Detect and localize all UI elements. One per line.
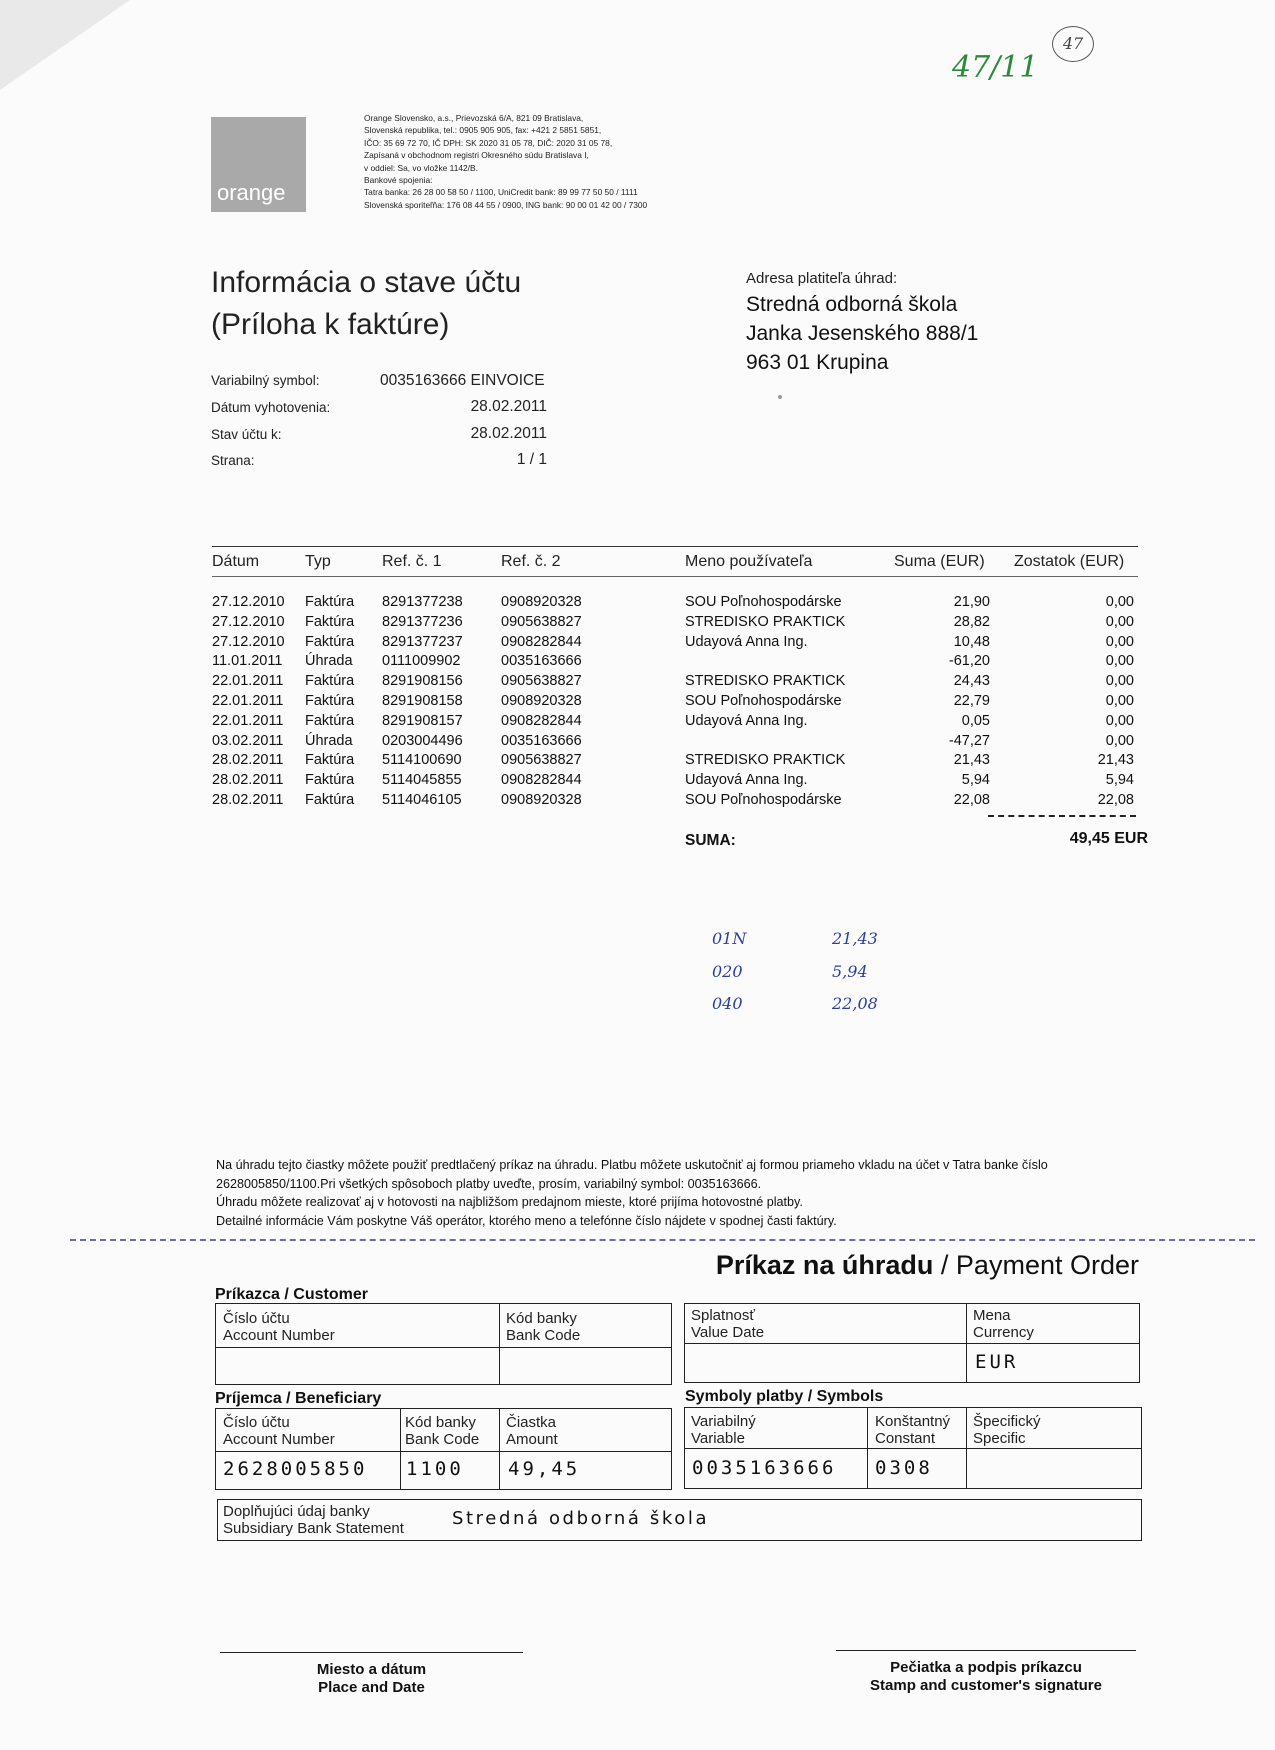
- cell-type: Úhrada: [305, 732, 353, 749]
- cell-user-name: SOU Poľnohospodárske: [685, 792, 842, 808]
- cell-amount: 24,43: [953, 673, 990, 690]
- label-en: Constant: [875, 1430, 936, 1447]
- amount-label: [506, 1414, 558, 1448]
- customer-box-vline: [499, 1303, 500, 1385]
- customer-account-label: [223, 1310, 335, 1344]
- cell-type: Faktúra: [305, 792, 355, 808]
- cell-ref2: 0035163666: [501, 732, 582, 749]
- scan-speck: [778, 395, 782, 399]
- beneficiary-account-value[interactable]: 2628005850: [223, 1458, 368, 1480]
- cell-ref2: 0905638827: [501, 673, 582, 690]
- specific-symbol-label: [973, 1413, 1041, 1447]
- logo-text: orange: [217, 180, 286, 205]
- constant-symbol-label: [875, 1413, 950, 1447]
- title-line-1: Informácia o stave účtu: [211, 266, 522, 299]
- company-info: [364, 112, 676, 211]
- cell-balance: 0,00: [1105, 712, 1134, 729]
- sum-label: SUMA:: [685, 832, 736, 849]
- cell-ref1: 5114100690: [382, 752, 462, 769]
- handwritten-circled-number: 47: [1052, 26, 1094, 62]
- column-header-amount: Suma (EUR): [894, 553, 985, 570]
- cell-ref1: 0203004496: [382, 732, 463, 749]
- label-en: Account Number: [223, 1431, 335, 1448]
- cell-ref2: 0908920328: [501, 792, 582, 808]
- address-label: Adresa platiteľa úhrad:: [746, 270, 898, 287]
- note-line: Na úhradu tejto čiastky môžete použiť predtlačený príkaz na úhradu. Platbu môžete uskutočniť aj formou priameho vkladu na účet v Tatra banke číslo: [216, 1158, 1048, 1172]
- table-row: [0, 772, 1275, 792]
- cell-user-name: Udayová Anna Ing.: [685, 633, 808, 650]
- cell-ref2: 0905638827: [501, 752, 582, 769]
- cell-ref2: 0035163666: [501, 653, 582, 670]
- label-en: Bank Code: [506, 1327, 581, 1344]
- cell-ref1: 8291377236: [382, 613, 463, 630]
- payment-order-title: [716, 1250, 1139, 1281]
- beneficiary-box-vline-1: [400, 1408, 401, 1490]
- scan-corner-fold: [0, 0, 130, 90]
- cell-user-name: SOU Poľnohospodárske: [685, 693, 842, 709]
- cell-ref1: 8291377237: [382, 633, 463, 650]
- cell-date: 28.02.2011: [212, 792, 284, 808]
- cell-balance: 0,00: [1105, 594, 1134, 610]
- column-header-date: Dátum: [212, 553, 260, 570]
- table-row: [0, 614, 1275, 634]
- table-row: [0, 653, 1275, 673]
- handwritten-number: 47/11: [952, 50, 1039, 85]
- variable-symbol-label: [691, 1413, 756, 1447]
- meta-label-page: Strana:: [211, 453, 255, 468]
- company-info-line: Zapísaná v obchodnom registri Okresného súdu Bratislava I,: [364, 150, 589, 161]
- cell-ref1: 8291377238: [382, 594, 463, 610]
- company-info-line: Bankové spojenia:: [364, 175, 433, 186]
- label-en: Bank Code: [405, 1431, 480, 1448]
- sum-value: 49,45 EUR: [1069, 830, 1148, 847]
- table-row: [0, 634, 1275, 654]
- cell-user-name: Udayová Anna Ing.: [685, 772, 808, 789]
- cell-balance: 22,08: [1097, 792, 1134, 808]
- cell-type: Faktúra: [305, 673, 355, 690]
- cell-ref2: 0905638827: [501, 613, 582, 630]
- table-row: [0, 673, 1275, 693]
- title-line-2: (Príloha k faktúre): [211, 308, 450, 341]
- cell-type: Faktúra: [305, 613, 355, 630]
- cell-amount: 0,05: [961, 712, 990, 729]
- cell-type: Faktúra: [305, 693, 355, 709]
- symbols-box-vline-2: [966, 1407, 967, 1489]
- label-en: Specific: [973, 1430, 1026, 1447]
- cell-user-name: Udayová Anna Ing.: [685, 712, 808, 729]
- label-en: Subsidiary Bank Statement: [223, 1520, 404, 1537]
- cell-ref1: 0111009902: [382, 653, 461, 670]
- label-sk: Číslo účtu: [223, 1414, 290, 1431]
- cell-amount: 28,82: [953, 613, 990, 630]
- beneficiary-account-label: [223, 1414, 335, 1448]
- cell-date: 27.12.2010: [212, 594, 285, 610]
- label-en: Place and Date: [318, 1679, 425, 1696]
- cell-ref2: 0908920328: [501, 594, 582, 610]
- label-sk: Konštantný: [875, 1413, 951, 1430]
- cell-date: 22.01.2011: [212, 673, 284, 690]
- cell-user-name: STREDISKO PRAKTICK: [685, 613, 846, 630]
- customer-bank-code-field[interactable]: [506, 1352, 666, 1380]
- cell-balance: 0,00: [1105, 732, 1134, 749]
- cell-date: 27.12.2010: [212, 633, 285, 650]
- customer-account-field[interactable]: [223, 1352, 491, 1380]
- cell-user-name: STREDISKO PRAKTICK: [685, 752, 846, 769]
- cell-balance: 0,00: [1105, 673, 1134, 690]
- constant-symbol-value[interactable]: 0308: [875, 1457, 933, 1479]
- cell-amount: -47,27: [948, 732, 990, 749]
- beneficiary-bank-code-label: [405, 1414, 479, 1448]
- place-date-line: [220, 1652, 523, 1653]
- label-en: Currency: [973, 1324, 1034, 1341]
- beneficiary-box-divider: [215, 1451, 672, 1452]
- cell-balance: 0,00: [1105, 633, 1134, 650]
- stamp-signature-line: [836, 1650, 1136, 1651]
- stamp-signature-label: [836, 1659, 1136, 1695]
- customer-heading: Príkazca / Customer: [215, 1286, 368, 1303]
- customer-box-divider: [215, 1347, 672, 1348]
- cell-date: 28.02.2011: [212, 752, 284, 769]
- label-sk: Mena: [973, 1307, 1011, 1324]
- company-info-line: v oddiel: Sa, vo vložke 1142/B.: [364, 162, 478, 173]
- handwritten-amount: 21,43: [832, 929, 878, 948]
- cell-amount: 22,79: [953, 693, 990, 709]
- table-row: [0, 594, 1275, 614]
- cell-ref2: 0908920328: [501, 693, 582, 709]
- cell-amount: -61,20: [948, 653, 990, 670]
- label-sk: Kód banky: [506, 1310, 577, 1327]
- cut-line-separator: [70, 1239, 1255, 1241]
- handwritten-code: 01N: [712, 929, 747, 948]
- variable-symbol-value[interactable]: 0035163666: [692, 1457, 837, 1479]
- cell-date: 11.01.2011: [212, 653, 283, 670]
- label-en: Variable: [691, 1430, 745, 1447]
- cell-balance: 21,43: [1097, 752, 1134, 769]
- company-info-line: IČO: 35 69 72 70, IČ DPH: SK 2020 31 05 78, DIČ: 2020 31 05 78,: [364, 137, 613, 148]
- cell-balance: 0,00: [1105, 693, 1134, 709]
- payment-order-title-rest: / Payment Order: [940, 1250, 1139, 1280]
- cell-ref1: 8291908156: [382, 673, 463, 690]
- column-header-type: Typ: [305, 553, 331, 570]
- column-header-ref1: Ref. č. 1: [382, 553, 442, 570]
- symbols-box-divider: [684, 1448, 1142, 1449]
- table-row: [0, 693, 1275, 713]
- cell-type: Faktúra: [305, 633, 355, 650]
- label-sk: Splatnosť: [691, 1307, 755, 1324]
- label-en: Account Number: [223, 1327, 335, 1344]
- address-line-2: Janka Jesenského 888/1: [746, 322, 979, 345]
- label-en: Amount: [506, 1431, 558, 1448]
- company-info-line: Tatra banka: 26 28 00 58 50 / 1100, UniCredit bank: 89 99 77 50 50 / 1111: [364, 187, 638, 198]
- label-en: Stamp and customer's signature: [870, 1677, 1102, 1694]
- customer-bank-code-label: [506, 1310, 580, 1344]
- payer-address: [746, 290, 978, 377]
- handwritten-amount: 22,08: [832, 994, 878, 1013]
- symbols-heading: Symboly platby / Symbols: [685, 1388, 884, 1405]
- cell-ref1: 8291908157: [382, 712, 463, 729]
- value-date-field[interactable]: [691, 1348, 959, 1378]
- cell-balance: 0,00: [1105, 653, 1134, 670]
- cell-ref2: 0908282844: [501, 712, 582, 729]
- orange-logo: [211, 117, 306, 212]
- value-date-box-vline: [966, 1303, 967, 1383]
- meta-label-balance-date: Stav účtu k:: [211, 427, 282, 442]
- meta-value-issue-date: 28.02.2011: [470, 398, 547, 415]
- table-row: [0, 733, 1275, 753]
- table-header-rule: [212, 576, 1138, 577]
- handwritten-amount: 5,94: [832, 962, 868, 981]
- cell-amount: 5,94: [961, 772, 990, 789]
- amount-value[interactable]: 49,45: [508, 1458, 581, 1480]
- cell-amount: 10,48: [953, 633, 990, 650]
- cell-amount: 22,08: [953, 792, 990, 808]
- cell-date: 03.02.2011: [212, 732, 284, 749]
- cell-date: 28.02.2011: [212, 772, 284, 789]
- sum-dashed-rule: [988, 815, 1136, 817]
- company-info-line: Orange Slovensko, a.s., Prievozská 6/A, 821 09 Bratislava,: [364, 113, 584, 123]
- payment-order-title-bold: Príkaz na úhradu: [715, 1250, 934, 1280]
- label-en: Value Date: [691, 1324, 765, 1341]
- cell-type: Faktúra: [305, 594, 355, 610]
- meta-value-page: 1 / 1: [516, 451, 547, 468]
- cell-ref2: 0908282844: [501, 633, 582, 650]
- meta-value-variable-symbol: 0035163666 EINVOICE: [380, 372, 545, 389]
- subsidiary-value[interactable]: Stredná odborná škola: [452, 1508, 710, 1529]
- cell-user-name: STREDISKO PRAKTICK: [685, 673, 846, 690]
- cell-amount: 21,43: [953, 752, 990, 769]
- cell-date: 27.12.2010: [212, 613, 285, 630]
- currency-value[interactable]: EUR: [975, 1351, 1019, 1373]
- label-sk: Kód banky: [405, 1414, 476, 1431]
- table-row: [0, 713, 1275, 733]
- cell-balance: 0,00: [1105, 613, 1134, 630]
- address-line-1: Stredná odborná škola: [746, 293, 958, 316]
- cell-type: Faktúra: [305, 772, 355, 789]
- column-header-balance: Zostatok (EUR): [1014, 553, 1125, 570]
- cell-balance: 5,94: [1105, 772, 1134, 789]
- cell-date: 22.01.2011: [212, 712, 284, 729]
- meta-label-variable-symbol: Variabilný symbol:: [211, 373, 320, 388]
- handwritten-code: 040: [712, 994, 743, 1013]
- value-date-label: [691, 1307, 764, 1341]
- specific-symbol-field[interactable]: [973, 1454, 1135, 1484]
- column-header-user-name: Meno používateľa: [685, 553, 813, 570]
- company-info-line: Slovenská sporiteľňa: 176 08 44 55 / 0900, ING bank: 90 00 01 42 00 / 7300: [364, 199, 648, 210]
- cell-ref1: 5114045855: [382, 772, 462, 789]
- value-date-box-divider: [684, 1343, 1140, 1344]
- cell-type: Faktúra: [305, 752, 355, 769]
- company-info-line: Slovenská republika, tel.: 0905 905 905, fax: +421 2 5851 5851,: [364, 125, 602, 136]
- cell-date: 22.01.2011: [212, 693, 284, 709]
- cell-user-name: SOU Poľnohospodárske: [685, 594, 842, 610]
- table-top-rule: [212, 546, 1138, 547]
- label-sk: Variabilný: [691, 1413, 756, 1430]
- cell-type: Úhrada: [305, 653, 353, 670]
- label-sk: Miesto a dátum: [316, 1661, 427, 1678]
- cell-ref2: 0908282844: [501, 772, 582, 789]
- cell-ref1: 5114046105: [382, 792, 462, 808]
- meta-value-balance-date: 28.02.2011: [470, 425, 547, 442]
- cell-amount: 21,90: [953, 594, 990, 610]
- note-line: Úhradu môžete realizovať aj v hotovosti na najbližšom predajnom mieste, ktoré prijíma hotovostné platby.: [216, 1195, 803, 1209]
- cell-type: Faktúra: [305, 712, 355, 729]
- subsidiary-label: [223, 1503, 404, 1537]
- meta-label-issue-date: Dátum vyhotovenia:: [211, 400, 331, 415]
- page-title: [211, 262, 521, 346]
- beneficiary-bank-code-value[interactable]: 1100: [406, 1458, 464, 1480]
- symbols-box-vline-1: [867, 1407, 868, 1489]
- table-row: [0, 752, 1275, 772]
- beneficiary-box-vline-2: [499, 1408, 500, 1490]
- address-line-3: 963 01 Krupina: [746, 351, 889, 374]
- payment-notes: [216, 1156, 1116, 1230]
- place-date-label: [220, 1661, 523, 1697]
- label-sk: Doplňujúci údaj banky: [223, 1503, 370, 1520]
- currency-label: [973, 1307, 1034, 1341]
- note-line: 2628005850/1100.Pri všetkých spôsoboch platby uveďte, prosím, variabilný symbol: 0035163666.: [216, 1176, 762, 1191]
- cell-ref1: 8291908158: [382, 693, 463, 709]
- handwritten-code: 020: [712, 962, 743, 981]
- table-row: [0, 792, 1275, 812]
- label-sk: Číslo účtu: [223, 1310, 290, 1327]
- note-line: Detailné informácie Vám poskytne Váš operátor, ktorého meno a telefónne číslo nájdete v spodnej časti faktúry.: [216, 1213, 837, 1228]
- label-sk: Špecifický: [973, 1413, 1041, 1430]
- label-sk: Čiastka: [506, 1414, 557, 1431]
- column-header-ref2: Ref. č. 2: [501, 553, 561, 570]
- label-sk: Pečiatka a podpis príkazcu: [890, 1659, 1082, 1676]
- beneficiary-heading: Príjemca / Beneficiary: [215, 1390, 382, 1407]
